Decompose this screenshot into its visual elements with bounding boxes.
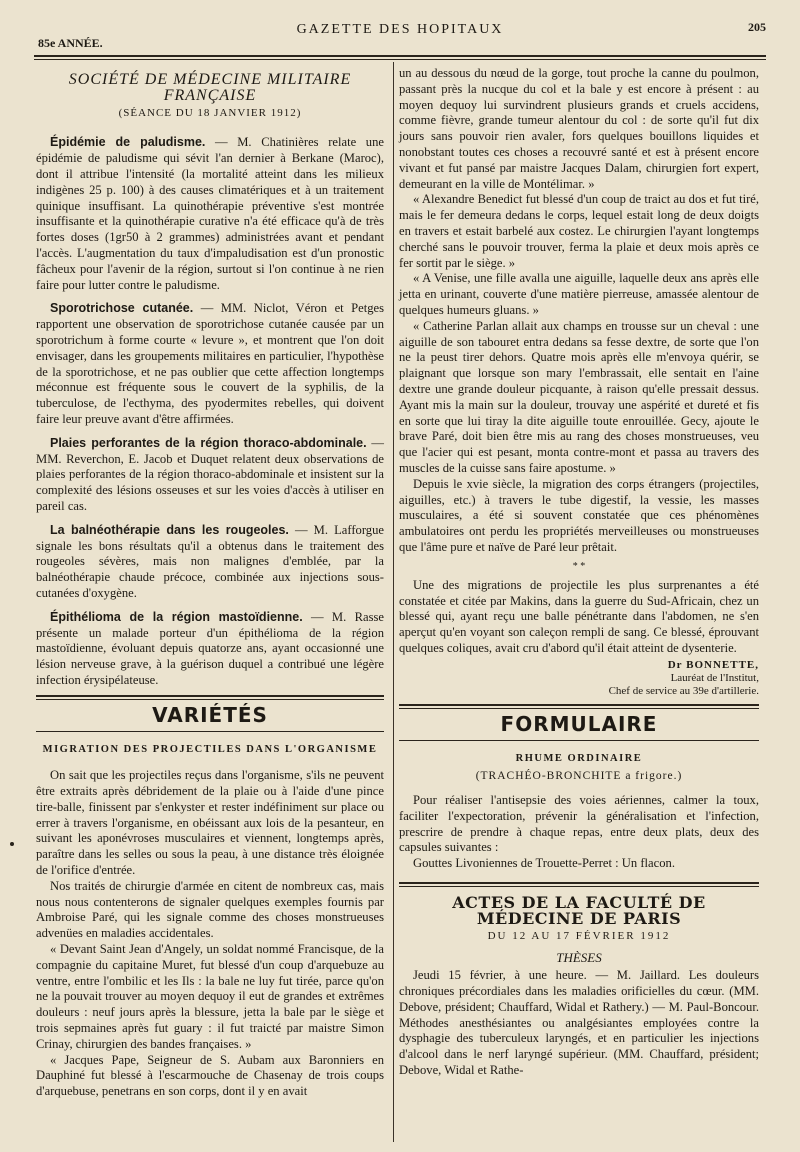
article-lead: Sporotrichose cutanée. (50, 301, 194, 316)
signature-line: Chef de service au 39e d'artillerie. (608, 684, 759, 697)
article-text: — MM. Niclot, Véron et Petges rapportent une observation de sporotrichose cutanée causée par un sporotrichum à forme courte « levure », et montrent que l'on doit envisager, dans les groupements militaires en particulier, l'hypothèse de la sporotrichose, et ne pas oublier que cette affection longtemps méconnue est fréquente sous le couvert de la syphilis, de la tuberculose, de l'ecthyma, des pyodermites rebelles, qui doivent faire leur preuve avant d'être affirmées. (36, 301, 384, 426)
section-stars: * * (572, 560, 586, 572)
journal-title: GAZETTE DES HOPITAUX (296, 22, 504, 37)
article-lead: Épidémie de paludisme. (50, 135, 206, 150)
article-text: — M. Lafforgue signale les bons résultats qu'il a obtenus dans le traitement des rougeoles sévères, mais non malignes d'emblée, par la balnéothérapie chaude précoce, combinée aux injections sous-cutanées d'oxygène. (36, 522, 384, 600)
societe-title: SOCIÉTÉ DE MÉDECINE MILITAIRE FRANÇAISE (68, 71, 352, 104)
article-epithelioma (36, 610, 384, 689)
actes-heading: ACTES DE LA FACULTÉ DE MÉDECINE DE PARIS (452, 893, 706, 928)
varietes-paragraph: Depuis le xvie siècle, la migration des corps étrangers (projectiles, aiguilles, etc.) à travers le tube digestif, la vessie, les masses musculaires, a été si souvent constatée que ces phénomènes ambulatoires ont perdu les propriétés merveilleuses ou monstrueuses que l'âme pure et naïve de Paré leur prêtait. (399, 476, 759, 554)
article-text: — M. Rasse présente un malade porteur d'un épithélioma de la région mastoïdienne, évoluant depuis quatorze ans, ayant occasionné une lésion nerveuse grave, à la guérison duquel a contribué une légère infection érysipélateuse. (36, 609, 384, 687)
article-sporotrichose (36, 301, 384, 427)
edition-label: 85e ANNÉE. (38, 36, 103, 50)
header-rule-thin (34, 59, 766, 60)
header-rule (34, 55, 766, 57)
signature (399, 659, 759, 698)
article-text: — M. Chatinières relate une épidémie de paludisme qui sévit l'an dernier à Berkane (Maroc), dont il attribue l'intensité (la mortalité atteint dans les milieux indigènes 25 p. 100) à des causes climatériques et à un traitement quinique insuffisant. La quinothérapie préventive s'est montrée insuffisante et la quinothérapie curative n'a été efficace qu'à de très fortes doses (1gr50 à 2 grammes) administrées avant et pendant l'accès. L'augmentation du taux d'impaludisation est d'un pronostic fâcheux pour l'avenir de la région, surtout si l'on continue à ne rien faire pour lutter contre le paludisme. (36, 135, 384, 292)
societe-session: (SÉANCE DU 18 JANVIER 1912) (118, 106, 302, 119)
section-rule (399, 882, 759, 887)
varietes-paragraph: un au dessous du nœud de la gorge, tout proche la canne du poulmon, passant près la nucque du col et la bale y est encore à présent : au moyen dequoy lui survindrent plusieurs grands et cruels accidens, comme fièvre, grande tumeur alentour du col : de sorte qu'il fut dix jours sans pouvoir rien avaler, fors quelques bouillons liquides et nonobstant toutes ces choses a recouvré santé et est à présent encore vivant et fut pansé par maistre Jacques Dalam, chirurgien fort expert, demeurant en la ville de Montélimar. » (399, 66, 759, 191)
formulaire-heading: FORMULAIRE (500, 711, 658, 736)
varietes-paragraph: On sait que les projectiles reçus dans l'organisme, s'ils ne peuvent être extraits après débridement de la plaie ou à l'aide d'une pince tire-balle, finissent par s'enkyster et rester indéfiniment sur place ou errer à travers l'organisme, en obéissant aux lois de la pesanteur, en suivant les aponévroses musculaires et viennent, longtemps après, paraître dans les selles ou sous la peau, à une distance très éloignée de l'orifice d'entrée. (36, 768, 384, 878)
article-balneotherapie (36, 523, 384, 602)
article-text: — MM. Reverchon, E. Jacob et Duquet relatent deux observations de plaies perforantes de la région thoraco-abdominale et insistent sur la complexité des lésions osseuses et sur les voies d'accès à utiliser en pareil cas. (36, 435, 384, 513)
formulaire-subheading-2: (TRACHÉO-BRONCHITE a frigore.) (475, 770, 683, 783)
actes-paragraph: Jeudi 15 février, à une heure. — M. Jaillard. Les douleurs chroniques précordiales dans les maladies orificielles du cœur. (MM. Debove, président; Chauffard, Widal et Rathery.) — M. Paul-Boncour. Méthodes anesthésiantes ou analgésiantes employées contre la dysphagie des tuberculeux laryngés, et en particulier les injections d'alcool dans le nerf laryngé supérieur. (MM. Chauffard, président; Debove, Widal et Rathe- (399, 968, 759, 1078)
page-number: 205 (748, 20, 766, 34)
signature-line: Lauréat de l'Institut, (670, 671, 759, 684)
varietes-paragraph: « Alexandre Benedict fut blessé d'un coup de traict au dos et fut tiré, mais le fer demeura dedans le corps, lequel estait long de deux doigts en travers et estait barbelé aux costez. Le chirurgien l'ayant longtemps cherché sans le pouvoir trouver, ferma la plaie et deux mois après ce fer sortit par le siège. » (399, 192, 759, 270)
section-rule (36, 731, 384, 732)
varietes-paragraph: Nos traités de chirurgie d'armée en citent de nombreux cas, mais nous nous contenterons de signaler quelques exemples fournis par Ambroise Paré, qui les signale comme des choses monstrueuses advenües en maladies accidentales. (36, 878, 384, 941)
varietes-paragraph: « Devant Saint Jean d'Angely, un soldat nommé Francisque, de la compagnie du capitaine Muret, fut blessé d'un coup d'arquebuze au ventre, entre l'ombilic et les Ils : la bale ne luy fut tirée, parce qu'on ne la pouvait trouver au moyen dequoy il eut de grandes et extrêmes douleurs : neuf jours après la blessure, jetta la bale par le siège et trois sepmaines après fut guary : il fut traicté par maistre Simon Crinay, chirurgien des bandes françaises. » (36, 942, 384, 1051)
signature-name: Dr BONNETTE, (667, 658, 759, 671)
section-rule (399, 740, 759, 741)
article-paludisme (36, 135, 384, 293)
section-rule (36, 695, 384, 700)
right-column (399, 66, 759, 1079)
varietes-heading: VARIÉTÉS (152, 702, 268, 727)
varietes-paragraph: « A Venise, une fille avalla une aiguille, laquelle deux ans après elle jetta en urinant, couverte d'une matière pierreuse, amassée alentour de quelques humeurs gluans. » (399, 271, 759, 317)
varietes-paragraph: Une des migrations de projectile les plus surprenantes a été constatée et citée par Makins, dans la guerre du Sud-Africain, chez un blessé qui, ayant reçu une balle pénétrante dans l'abdomen, ne s'en aperçut qu'en voyant son caleçon rempli de sang. Ce blessé, éprouvant quelques coliques, avait cru d'abord qu'il était atteint de dysenterie. (399, 577, 759, 655)
article-lead: Épithélioma de la région mastoïdienne. (50, 609, 303, 624)
section-rule (399, 704, 759, 709)
left-column (36, 66, 384, 1100)
article-lead: Plaies perforantes de la région thoraco-abdominale. (50, 435, 367, 450)
actes-dates: DU 12 AU 17 FÉVRIER 1912 (487, 929, 671, 942)
formulaire-subheading: RHUME ORDINAIRE (515, 753, 643, 765)
varietes-paragraph: « Catherine Parlan allait aux champs en trousse sur un cheval : une aiguille de son tabouret entra dedans sa fesse dextre, de sorte que l'on ne la peust tirer dehors. Quatre mois après elle m'envoya quérir, se plaignant que lorsque son mary l'embrassait, elle sentait en l'aine dextre une grande douleur picquante, à raison qu'elle pressait dessus. Ayant mis la main sur la douleur, trouvay une aspérité et dureté et fis en sorte que lui tiray la dite aiguille toute enrouillée. Gecy, ajoute le brave Paré, doit bien être mis au rang des choses monstrueuses, veu que l'acier qui est pesant, monta contre-mont et passa au travers des muscles de la cuisse sans faire apostume. » (399, 318, 759, 475)
varietes-subheading: MIGRATION DES PROJECTILES DANS L'ORGANISME (42, 744, 378, 756)
formulaire-paragraph: Gouttes Livoniennes de Trouette-Perret : Un flacon. (413, 856, 675, 871)
margin-dot (10, 842, 14, 846)
article-plaies (36, 436, 384, 515)
varietes-paragraph: « Jacques Pape, Seigneur de S. Aubam aux Baronniers en Dauphiné fut blessé à l'escarmouche de Chasenay de trois coups d'arquebuse, penetrans en son corps, dont il y en avait (36, 1052, 384, 1099)
formulaire-paragraph: Pour réaliser l'antisepsie des voies aériennes, calmer la toux, faciliter l'expectoration, prévenir la généralisation et l'infection, prescrire de prendre à chaque repas, entre deux plats, deux des capsules suivantes : (399, 793, 759, 855)
article-lead: La balnéothérapie dans les rougeoles. (50, 522, 289, 537)
column-divider (393, 62, 394, 1142)
theses-heading: THÈSES (556, 950, 602, 966)
